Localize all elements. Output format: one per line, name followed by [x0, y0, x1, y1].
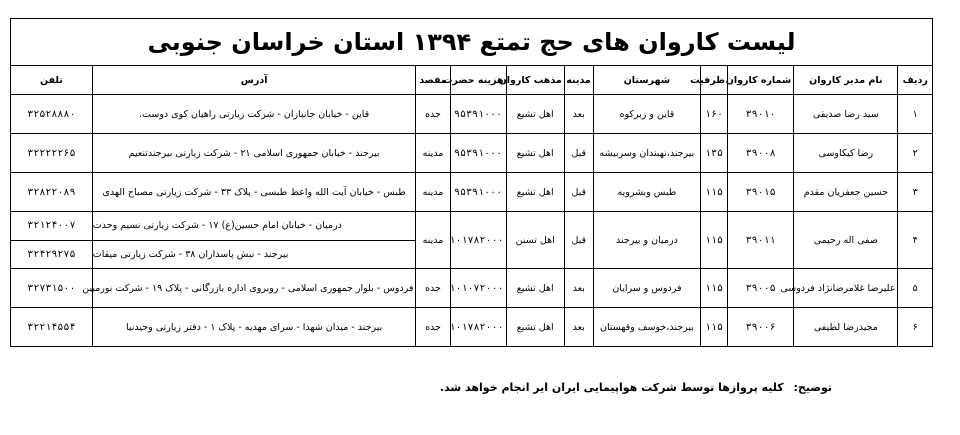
cell-medina: بعد	[564, 95, 593, 134]
cell-cost: ۱۰۱۰۷۲۰۰۰	[450, 269, 506, 308]
cell-phone: ۳۲۸۲۲۰۸۹	[11, 173, 92, 212]
cell-towns: درمیان و بیرجند	[593, 212, 700, 269]
footnote-label: توضیح:	[793, 381, 832, 394]
header-destination: مقصد	[416, 66, 450, 95]
header-phone: تلفن	[11, 66, 92, 95]
cell-caravan-no: ۳۹۰۰۸	[728, 134, 794, 173]
header-capacity: ظرفیت	[701, 66, 728, 95]
cell-row-no: ۱	[898, 95, 932, 134]
cell-capacity: ۱۳۵	[701, 134, 728, 173]
cell-capacity: ۱۱۵	[701, 269, 728, 308]
cell-caravan-no: ۳۹۰۱۱	[728, 212, 794, 269]
cell-cost: ۹۵۳۹۱۰۰۰	[450, 95, 506, 134]
cell-destination: جده	[416, 308, 450, 347]
header-sect: مذهب کاروان	[506, 66, 564, 95]
cell-row-no: ۶	[898, 308, 932, 347]
cell-sect: اهل تشیع	[506, 173, 564, 212]
cell-caravan-no: ۳۹۰۰۶	[728, 308, 794, 347]
cell-sect: اهل تشیع	[506, 95, 564, 134]
cell-phone: ۳۲۵۲۸۸۸۰	[11, 95, 92, 134]
header-row-no: ردیف	[898, 66, 932, 95]
phone-line-2: ۳۲۴۲۹۲۷۵	[11, 240, 92, 269]
header-caravan-no: شماره کاروان	[728, 66, 794, 95]
cell-cost: ۱۰۱۷۸۲۰۰۰	[450, 212, 506, 269]
cell-destination: مدینه	[416, 134, 450, 173]
cell-destination: مدینه	[416, 212, 450, 269]
header-cost: هزینه حضرت	[450, 66, 506, 95]
cell-address: بیرجند - میدان شهدا - سرای مهدیه - پلاک ۱ - دفتر زیارتی وحیدنیا	[92, 308, 416, 347]
cell-row-no: ۵	[898, 269, 932, 308]
cell-towns: قاین و زیرکوه	[593, 95, 700, 134]
phone-split	[11, 212, 92, 268]
table-row	[11, 269, 932, 308]
cell-manager: رضا کیکاوسی	[794, 134, 898, 173]
page-title: لیست کاروان های حج تمتع ۱۳۹۴ استان خراسان جنوبی	[11, 19, 932, 66]
cell-medina: قبل	[564, 212, 593, 269]
cell-sect: اهل تشیع	[506, 308, 564, 347]
header-medina: مدینه	[564, 66, 593, 95]
cell-phone	[11, 212, 92, 269]
cell-cost: ۹۵۳۹۱۰۰۰	[450, 134, 506, 173]
cell-address: فردوس - بلوار جمهوری اسلامی - روبروی اداره بازرگانی - پلاک ۱۹ - شرکت نورمبین	[92, 269, 416, 308]
cell-address: طبس - خیابان آیت الله واعظ طبسی - پلاک ۳۳ - شرکت زیارتی مصباح الهدی	[92, 173, 416, 212]
cell-manager: حسین جعفریان مقدم	[794, 173, 898, 212]
cell-capacity: ۱۱۵	[701, 308, 728, 347]
cell-sect: اهل تسنن	[506, 212, 564, 269]
cell-sect: اهل تشیع	[506, 134, 564, 173]
cell-address: قاین - خیابان جانبازان - شرکت زیارتی راهیان کوی دوست.	[92, 95, 416, 134]
cell-row-no: ۳	[898, 173, 932, 212]
cell-capacity: ۱۱۵	[701, 212, 728, 269]
cell-phone: ۳۲۲۲۲۲۶۵	[11, 134, 92, 173]
cell-manager: سید رضا صدیقی	[794, 95, 898, 134]
caravan-table	[11, 66, 932, 346]
cell-row-no: ۲	[898, 134, 932, 173]
cell-caravan-no: ۳۹۰۰۵	[728, 269, 794, 308]
cell-towns: طبس وبشرویه	[593, 173, 700, 212]
cell-towns: فردوس و سرایان	[593, 269, 700, 308]
cell-manager: صفی اله رحیمی	[794, 212, 898, 269]
cell-caravan-no: ۳۹۰۱۰	[728, 95, 794, 134]
cell-destination: مدینه	[416, 173, 450, 212]
cell-medina: قبل	[564, 134, 593, 173]
cell-manager: مجیدرضا لطیفی	[794, 308, 898, 347]
footnote	[440, 381, 832, 394]
cell-cost: ۱۰۱۷۸۲۰۰۰	[450, 308, 506, 347]
cell-sect: اهل تشیع	[506, 269, 564, 308]
cell-towns: بیرجند،خوسف وقهستان	[593, 308, 700, 347]
cell-manager: علیرضا غلامرضانژاد فردوسی	[794, 269, 898, 308]
table-row	[11, 134, 932, 173]
header-manager: نام مدیر کاروان	[794, 66, 898, 95]
footnote-text: کلیه پروازها توسط شرکت هواپیمایی ایران ایر انجام خواهد شد.	[439, 381, 784, 394]
cell-phone: ۳۲۷۳۱۵۰۰	[11, 269, 92, 308]
cell-destination: جده	[416, 269, 450, 308]
cell-destination: جده	[416, 95, 450, 134]
phone-line-1: ۳۲۱۲۴۰۰۷	[27, 220, 76, 232]
header-towns: شهرستان	[593, 66, 700, 95]
address-split	[93, 212, 416, 268]
cell-capacity: ۱۶۰	[701, 95, 728, 134]
cell-caravan-no: ۳۹۰۱۵	[728, 173, 794, 212]
header-row	[11, 66, 932, 95]
cell-address	[92, 212, 416, 269]
cell-medina: بعد	[564, 308, 593, 347]
address-line-2: بیرجند - نبش پاسداران ۳۸ - شرکت زیارتی میقات	[93, 240, 416, 269]
cell-cost: ۹۵۳۹۱۰۰۰	[450, 173, 506, 212]
caravan-list-sheet	[10, 18, 933, 347]
cell-towns: بیرجند،نهبندان وسربیشه	[593, 134, 700, 173]
cell-medina: بعد	[564, 269, 593, 308]
cell-row-no: ۴	[898, 212, 932, 269]
address-line-1: درمیان - خیابان امام حسین(ع) ۱۷ - شرکت زیارتی نسیم وحدت	[92, 220, 342, 232]
cell-medina: قبل	[564, 173, 593, 212]
cell-capacity: ۱۱۵	[701, 173, 728, 212]
table-row	[11, 95, 932, 134]
table-row	[11, 212, 932, 269]
table-row	[11, 308, 932, 347]
header-address: آدرس	[92, 66, 416, 95]
table-row	[11, 173, 932, 212]
cell-phone: ۳۲۲۱۴۵۵۴	[11, 308, 92, 347]
cell-address: بیرجند - خیابان جمهوری اسلامی ۲۱ - شرکت زیارتی بیرجندتنعیم	[92, 134, 416, 173]
